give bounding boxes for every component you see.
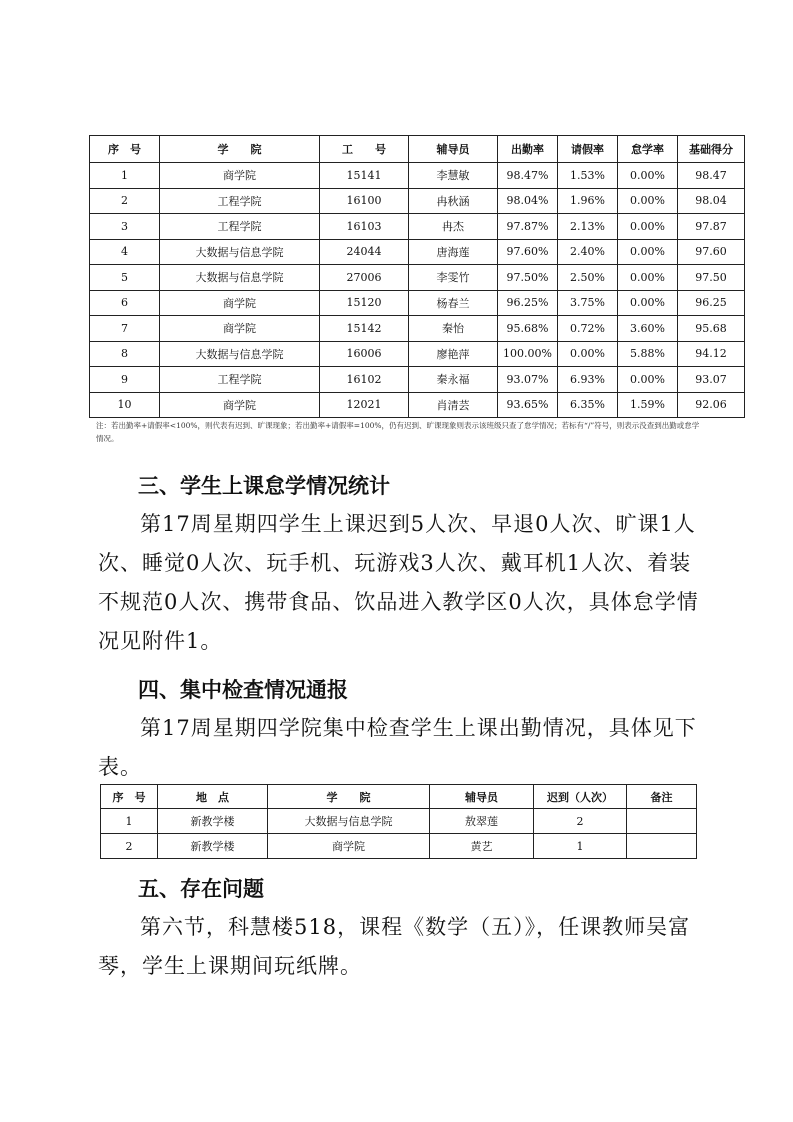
table-cell: 94.12 bbox=[678, 341, 745, 367]
table-cell: 6.93% bbox=[558, 367, 618, 393]
inspection-table bbox=[100, 784, 697, 859]
table-cell: 大数据与信息学院 bbox=[160, 239, 320, 265]
table-cell: 冉杰 bbox=[409, 214, 498, 240]
table-row bbox=[90, 214, 745, 240]
table-cell: 1.53% bbox=[558, 163, 618, 189]
column-header: 基础得分 bbox=[678, 136, 745, 163]
table-cell: 93.07% bbox=[498, 367, 558, 393]
column-header: 学 院 bbox=[160, 136, 320, 163]
column-header: 工 号 bbox=[320, 136, 409, 163]
table-cell: 3.60% bbox=[618, 316, 678, 342]
table-row bbox=[101, 809, 697, 834]
section-heading: 五、存在问题 bbox=[138, 877, 264, 901]
column-header: 出勤率 bbox=[498, 136, 558, 163]
table-cell: 10 bbox=[90, 392, 160, 418]
table-cell: 工程学院 bbox=[160, 367, 320, 393]
table-cell: 敖翠莲 bbox=[430, 809, 534, 834]
table-cell: 97.60% bbox=[498, 239, 558, 265]
table-cell bbox=[627, 834, 697, 859]
table-cell: 15120 bbox=[320, 290, 409, 316]
table-cell: 12021 bbox=[320, 392, 409, 418]
column-header: 辅导员 bbox=[409, 136, 498, 163]
table-cell: 0.00% bbox=[618, 290, 678, 316]
table-row bbox=[90, 290, 745, 316]
table-header-row bbox=[90, 136, 745, 163]
table-cell: 15142 bbox=[320, 316, 409, 342]
column-header: 请假率 bbox=[558, 136, 618, 163]
table-cell: 李雯竹 bbox=[409, 265, 498, 291]
table-note: 注：若出勤率+请假率<100%，则代表有迟到、旷课现象；若出勤率+请假率=100%，仍有迟到、旷课现象则表示该班级只查了怠学情况；若标有“/”符号，则表示没查到出勤或怠学情况。 bbox=[96, 421, 700, 443]
section-paragraph: 第17周星期四学生上课迟到5人次、早退0人次、旷课1人次、睡觉0人次、玩手机、玩游戏3人次、戴耳机1人次、着装不规范0人次、携带食品、饮品进入教学区0人次，具体怠学情况见附件1。 bbox=[98, 512, 699, 653]
column-header: 怠学率 bbox=[618, 136, 678, 163]
table-cell: 98.04% bbox=[498, 188, 558, 214]
table-cell: 9 bbox=[90, 367, 160, 393]
table-cell: 15141 bbox=[320, 163, 409, 189]
table-cell: 2.13% bbox=[558, 214, 618, 240]
table-cell: 97.87 bbox=[678, 214, 745, 240]
column-header: 迟到（人次） bbox=[534, 785, 627, 809]
table-cell: 1 bbox=[534, 834, 627, 859]
table-cell: 98.47 bbox=[678, 163, 745, 189]
column-header: 地 点 bbox=[158, 785, 268, 809]
table-cell: 27006 bbox=[320, 265, 409, 291]
section-paragraph: 第17周星期四学院集中检查学生上课出勤情况，具体见下表。 bbox=[98, 716, 697, 779]
table-cell: 2.50% bbox=[558, 265, 618, 291]
table-header-row bbox=[101, 785, 697, 809]
table-cell: 大数据与信息学院 bbox=[160, 265, 320, 291]
table-cell: 2 bbox=[101, 834, 158, 859]
table-cell: 新教学楼 bbox=[158, 809, 268, 834]
column-header: 学 院 bbox=[268, 785, 430, 809]
column-header: 序 号 bbox=[101, 785, 158, 809]
table-cell: 93.07 bbox=[678, 367, 745, 393]
table-row bbox=[101, 834, 697, 859]
table-cell: 秦怡 bbox=[409, 316, 498, 342]
table-cell: 6 bbox=[90, 290, 160, 316]
table-cell: 3.75% bbox=[558, 290, 618, 316]
section-paragraph: 第六节，科慧楼518，课程《数学（五）》，任课教师吴富琴，学生上课期间玩纸牌。 bbox=[98, 915, 691, 978]
table-row bbox=[90, 163, 745, 189]
table-cell: 商学院 bbox=[160, 316, 320, 342]
table-cell: 廖艳萍 bbox=[409, 341, 498, 367]
table-row bbox=[90, 239, 745, 265]
table-cell: 97.50% bbox=[498, 265, 558, 291]
table-row bbox=[90, 265, 745, 291]
table-cell: 肖清芸 bbox=[409, 392, 498, 418]
table-cell: 商学院 bbox=[160, 163, 320, 189]
section-heading: 三、学生上课怠学情况统计 bbox=[138, 474, 390, 498]
table-cell: 97.60 bbox=[678, 239, 745, 265]
table-row bbox=[90, 367, 745, 393]
table-cell: 16103 bbox=[320, 214, 409, 240]
table-cell: 93.65% bbox=[498, 392, 558, 418]
table-cell: 大数据与信息学院 bbox=[268, 809, 430, 834]
column-header: 辅导员 bbox=[430, 785, 534, 809]
table-cell: 2.40% bbox=[558, 239, 618, 265]
table-cell: 8 bbox=[90, 341, 160, 367]
table-cell: 0.00% bbox=[558, 341, 618, 367]
table-cell: 24044 bbox=[320, 239, 409, 265]
table-cell: 新教学楼 bbox=[158, 834, 268, 859]
table-cell: 96.25 bbox=[678, 290, 745, 316]
table-cell: 4 bbox=[90, 239, 160, 265]
column-header: 序 号 bbox=[90, 136, 160, 163]
table-cell: 97.87% bbox=[498, 214, 558, 240]
table-cell: 98.47% bbox=[498, 163, 558, 189]
table-cell: 0.00% bbox=[618, 163, 678, 189]
table-cell: 0.00% bbox=[618, 239, 678, 265]
table-cell: 0.00% bbox=[618, 265, 678, 291]
table-cell: 5.88% bbox=[618, 341, 678, 367]
table-cell: 98.04 bbox=[678, 188, 745, 214]
table-cell: 92.06 bbox=[678, 392, 745, 418]
table-cell: 秦永福 bbox=[409, 367, 498, 393]
table-row bbox=[90, 341, 745, 367]
table-cell: 3 bbox=[90, 214, 160, 240]
section-heading: 四、集中检查情况通报 bbox=[138, 678, 348, 702]
table-cell: 黄艺 bbox=[430, 834, 534, 859]
table-cell: 16102 bbox=[320, 367, 409, 393]
table-cell: 唐海莲 bbox=[409, 239, 498, 265]
table-cell: 16100 bbox=[320, 188, 409, 214]
table-cell: 冉秋涵 bbox=[409, 188, 498, 214]
table-cell bbox=[627, 809, 697, 834]
table-cell: 7 bbox=[90, 316, 160, 342]
table-cell: 工程学院 bbox=[160, 214, 320, 240]
table-cell: 95.68 bbox=[678, 316, 745, 342]
table-body bbox=[101, 809, 697, 859]
table-cell: 6.35% bbox=[558, 392, 618, 418]
table-cell: 1 bbox=[101, 809, 158, 834]
table-cell: 工程学院 bbox=[160, 188, 320, 214]
table-body bbox=[90, 163, 745, 418]
table-row bbox=[90, 188, 745, 214]
table-cell: 商学院 bbox=[160, 392, 320, 418]
table-cell: 1 bbox=[90, 163, 160, 189]
table-cell: 0.00% bbox=[618, 367, 678, 393]
table-cell: 16006 bbox=[320, 341, 409, 367]
table-cell: 杨春兰 bbox=[409, 290, 498, 316]
table-cell: 大数据与信息学院 bbox=[160, 341, 320, 367]
table-cell: 95.68% bbox=[498, 316, 558, 342]
table-row bbox=[90, 316, 745, 342]
table-cell: 100.00% bbox=[498, 341, 558, 367]
table-cell: 0.00% bbox=[618, 188, 678, 214]
table-cell: 2 bbox=[90, 188, 160, 214]
table-cell: 商学院 bbox=[268, 834, 430, 859]
table-cell: 97.50 bbox=[678, 265, 745, 291]
table-cell: 0.00% bbox=[618, 214, 678, 240]
table-row bbox=[90, 392, 745, 418]
table-cell: 5 bbox=[90, 265, 160, 291]
column-header: 备注 bbox=[627, 785, 697, 809]
table-cell: 96.25% bbox=[498, 290, 558, 316]
table-cell: 2 bbox=[534, 809, 627, 834]
attendance-table bbox=[89, 135, 745, 418]
table-cell: 李慧敏 bbox=[409, 163, 498, 189]
table-cell: 1.96% bbox=[558, 188, 618, 214]
table-cell: 0.72% bbox=[558, 316, 618, 342]
table-cell: 1.59% bbox=[618, 392, 678, 418]
table-cell: 商学院 bbox=[160, 290, 320, 316]
